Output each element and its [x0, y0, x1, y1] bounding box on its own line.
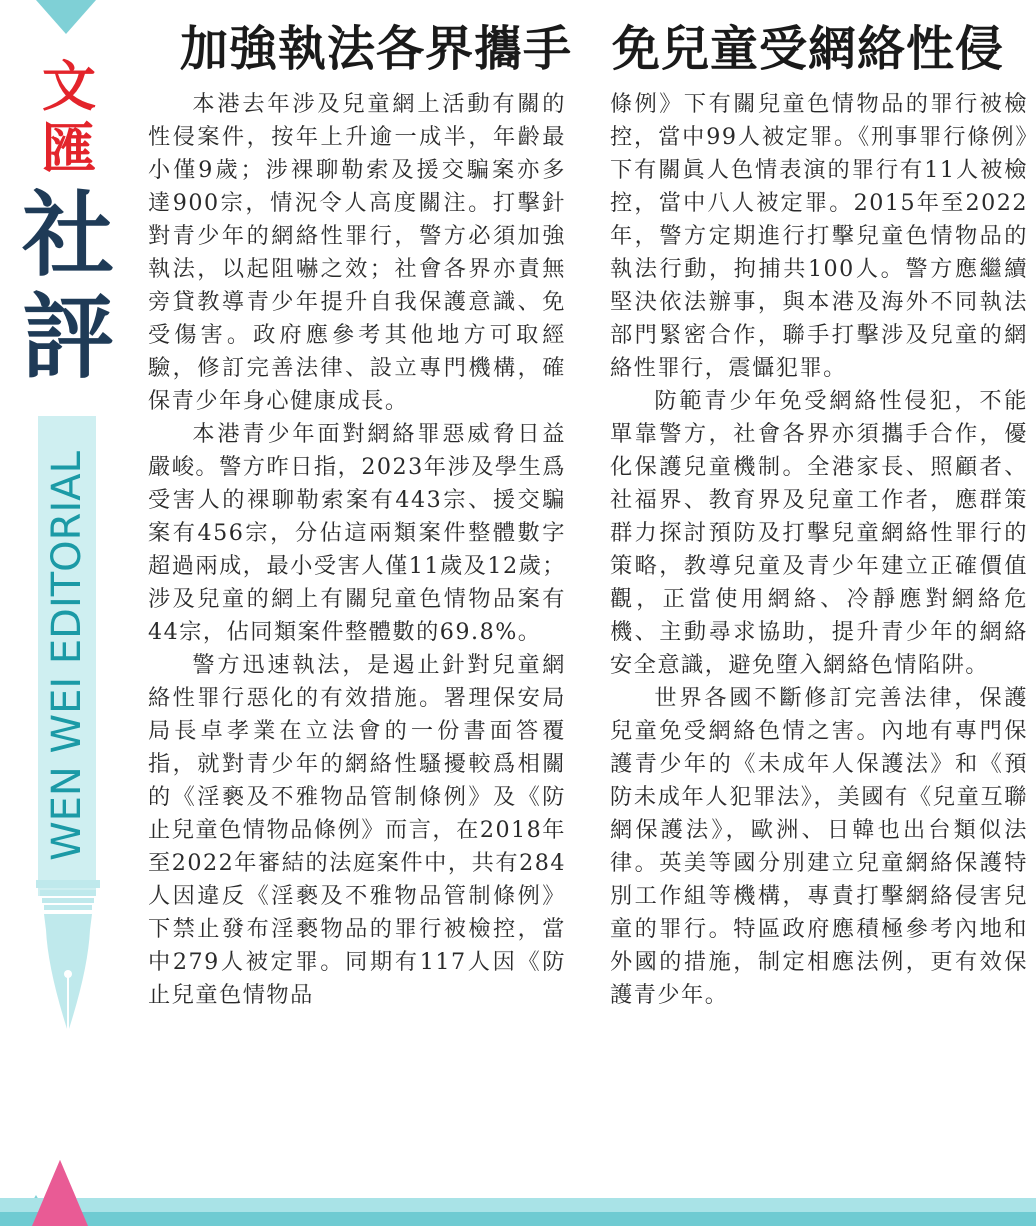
headline-part-2: 免兒童受網絡性侵: [612, 21, 1005, 77]
article-column-left: [148, 88, 566, 1012]
fountain-pen-icon: [30, 880, 106, 1040]
paragraph: 本港去年涉及兒童網上活動有關的性侵案件，按年上升逾一成半，年齡最小僅9歲；涉裸聊勒索及援交騙案亦多達900宗，情況令人高度關注。打擊針對青少年的網絡性罪行，警方必須加強執法，以起阻嚇之效；社會各界亦責無旁貸教導青少年提升自我保護意識、免受傷害。政府應參考其他地方可取經驗，修訂完善法律、設立專門機構，確保青少年身心健康成長。: [148, 91, 566, 414]
headline: [180, 0, 1030, 80]
top-triangle-decoration: [36, 0, 96, 34]
paragraph-continued: 條例》下有關兒童色情物品的罪行被檢控，當中99人被定罪。《刑事罪行條例》下有關眞人色情表演的罪行有11人被檢控，當中八人被定罪。2015年至2022年，警方定期進行打擊兒童色情物品的執法行動，拘捕共100人。警方應繼續堅決依法辦事，與本港及海外不同執法部門緊密合作，聯手打擊涉及兒童的網絡性罪行，震懾犯罪。: [610, 91, 1028, 381]
paragraph: 世界各國不斷修訂完善法律，保護兒童免受網絡色情之害。內地有專門保護青少年的《未成年人保護法》和《預防未成年人犯罪法》，美國有《兒童互聯網保護法》，歐洲、日韓也出台類似法律。英美等國分別建立兒童網絡保護特別工作組等機構，專責打擊網絡侵害兒童的罪行。特區政府應積極參考內地和外國的措施，制定相應法例，更有效保護青少年。: [610, 685, 1028, 1008]
paragraph: 防範青少年免受網絡性侵犯，不能單靠警方，社會各界亦須攜手合作，優化保護兒童機制。全港家長、照顧者、社福界、教育界及兒童工作者，應群策群力探討預防及打擊兒童網絡性罪行的策略，教導兒童及青少年建立正確價值觀，正當使用網絡、冷靜應對網絡危機、主動尋求協助，提升青少年的網絡安全意識，避免墮入網絡色情陷阱。: [610, 388, 1028, 678]
editorial-char-she: 社: [21, 182, 114, 289]
paragraph: 本港青少年面對網絡罪惡威脅日益嚴峻。警方昨日指，2023年涉及學生爲受害人的裸聊勒索案有443宗、援交騙案有456宗，分佔這兩類案件整體數字超過兩成，最小受害人僅11歲及12歲；涉及兒童的網上有關兒童色情物品案有44宗，佔同類案件整體數的69.8%。: [148, 421, 566, 645]
wenhui-char-1: 文: [42, 55, 96, 118]
masthead: [0, 0, 130, 1226]
paragraph: 警方迅速執法，是遏止針對兒童網絡性罪行惡化的有效措施。署理保安局局長卓孝業在立法會的一份書面答覆指，就對青少年的網絡性騷擾較爲相關的《淫褻及不雅物品管制條例》及《防止兒童色情物品條例》而言，在2018年至2022年審結的法庭案件中，共有284人因違反《淫褻及不雅物品管制條例》下禁止發布淫褻物品的罪行被檢控，當中279人被定罪。同期有117人因《防止兒童色情物品: [148, 652, 566, 1008]
article-column-right: [610, 88, 1028, 1012]
headline-part-1: 加強執法各界攜手: [180, 21, 573, 77]
editorial-char-ping: 評: [21, 284, 114, 391]
vertical-label: WEN WEI EDITORIAL: [44, 451, 90, 861]
bottom-band-dark: [0, 1212, 1036, 1226]
wenhui-char-2: 匯: [42, 117, 96, 180]
bottom-pink-triangle-front: [32, 1160, 88, 1226]
